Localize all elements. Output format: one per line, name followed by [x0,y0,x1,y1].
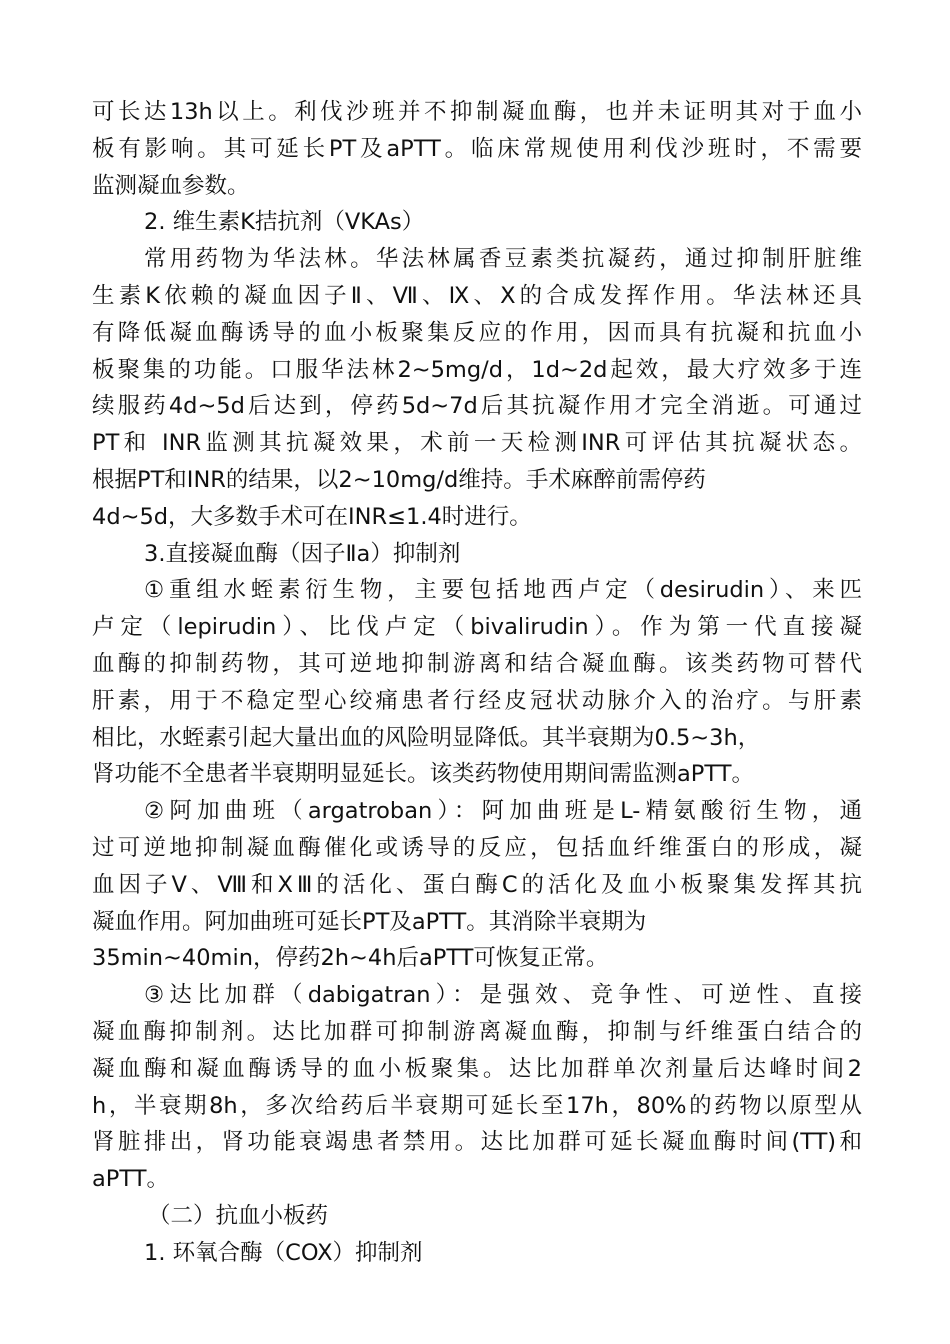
text-line: 35min~40min，停药2h~4h后aPTT可恢复正常。 [92,945,609,972]
text-line: 4d~5d，大多数手术可在INR≤1.4时进行。 [92,503,532,530]
text-line: ③达比加群（dabigatran）：是强效、竞争性、可逆性、直接 [144,982,862,1009]
section-heading: 3.直接凝血酶（因子Ⅱa）抑制剂 [144,540,461,567]
section-heading: 1. 环氧合酶（COX）抑制剂 [144,1239,423,1266]
text-line: 过可逆地抑制凝血酶催化或诱导的反应，包括血纤维蛋白的形成，凝 [92,834,862,861]
text-line: 卢定（lepirudin）、比伐卢定（bivalirudin）。作为第一代直接凝 [92,614,862,641]
text-line: 板聚集的功能。口服华法林2~5mg/d，1d~2d起效，最大疗效多于连 [92,356,862,383]
text-line: 凝血作用。阿加曲班可延长PT及aPTT。其消除半衰期为 [92,908,647,935]
section-heading: （二）抗血小板药 [148,1202,329,1229]
text-line: 凝血酶和凝血酶诱导的血小板聚集。达比加群单次剂量后达峰时间2 [92,1055,862,1082]
text-line: 肾功能不全患者半衰期明显延长。该类药物使用期间需监测aPTT。 [92,761,754,788]
text-line: 肝素，用于不稳定型心绞痛患者行经皮冠状动脉介入的治疗。与肝素 [92,687,862,714]
section-heading: 2. 维生素K拮抗剂（VKAs） [144,209,425,236]
text-line: 相比，水蛭素引起大量出血的风险明显降低。其半衰期为0.5~3h， [92,724,761,751]
text-line: 凝血酶抑制剂。达比加群可抑制游离凝血酶，抑制与纤维蛋白结合的 [92,1018,862,1045]
text-line: 板有影响。其可延长PT及aPTT。临床常规使用利伐沙班时，不需要 [92,135,862,162]
text-line: PT和 INR监测其抗凝效果，术前一天检测INR可评估其抗凝状态。 [92,430,862,457]
text-line: 生素K依赖的凝血因子Ⅱ、Ⅶ、Ⅸ、Ⅹ的合成发挥作用。华法林还具 [92,282,862,309]
text-line: h，半衰期8h，多次给药后半衰期可延长至17h，80%的药物以原型从 [92,1092,862,1119]
text-line: 血酶的抑制药物，其可逆地抑制游离和结合凝血酶。该类药物可替代 [92,650,862,677]
text-line: 续服药4d~5d后达到，停药5d~7d后其抗凝作用才完全消逝。可通过 [92,393,862,420]
text-line: ①重组水蛭素衍生物，主要包括地西卢定（desirudin）、来匹 [144,577,862,604]
text-line: 根据PT和INR的结果，以2~10mg/d维持。手术麻醉前需停药 [92,466,706,493]
text-line: ②阿加曲班（argatroban）：阿加曲班是L-精氨酸衍生物，通 [144,798,862,825]
text-line: 肾脏排出，肾功能衰竭患者禁用。达比加群可延长凝血酶时间(TT)和 [92,1129,862,1156]
text-line: 常用药物为华法林。华法林属香豆素类抗凝药，通过抑制肝脏维 [144,246,862,273]
document-body [92,94,862,1272]
text-line: aPTT。 [92,1166,169,1193]
text-line: 可长达13h以上。利伐沙班并不抑制凝血酶，也并未证明其对于血小 [92,99,862,125]
text-line: 有降低凝血酶诱导的血小板聚集反应的作用，因而具有抗凝和抗血小 [92,319,862,346]
text-line: 血因子Ⅴ、Ⅷ和ⅩⅢ的活化、蛋白酶C的活化及血小板聚集发挥其抗 [92,871,862,898]
text-line: 监测凝血参数。 [92,172,250,199]
